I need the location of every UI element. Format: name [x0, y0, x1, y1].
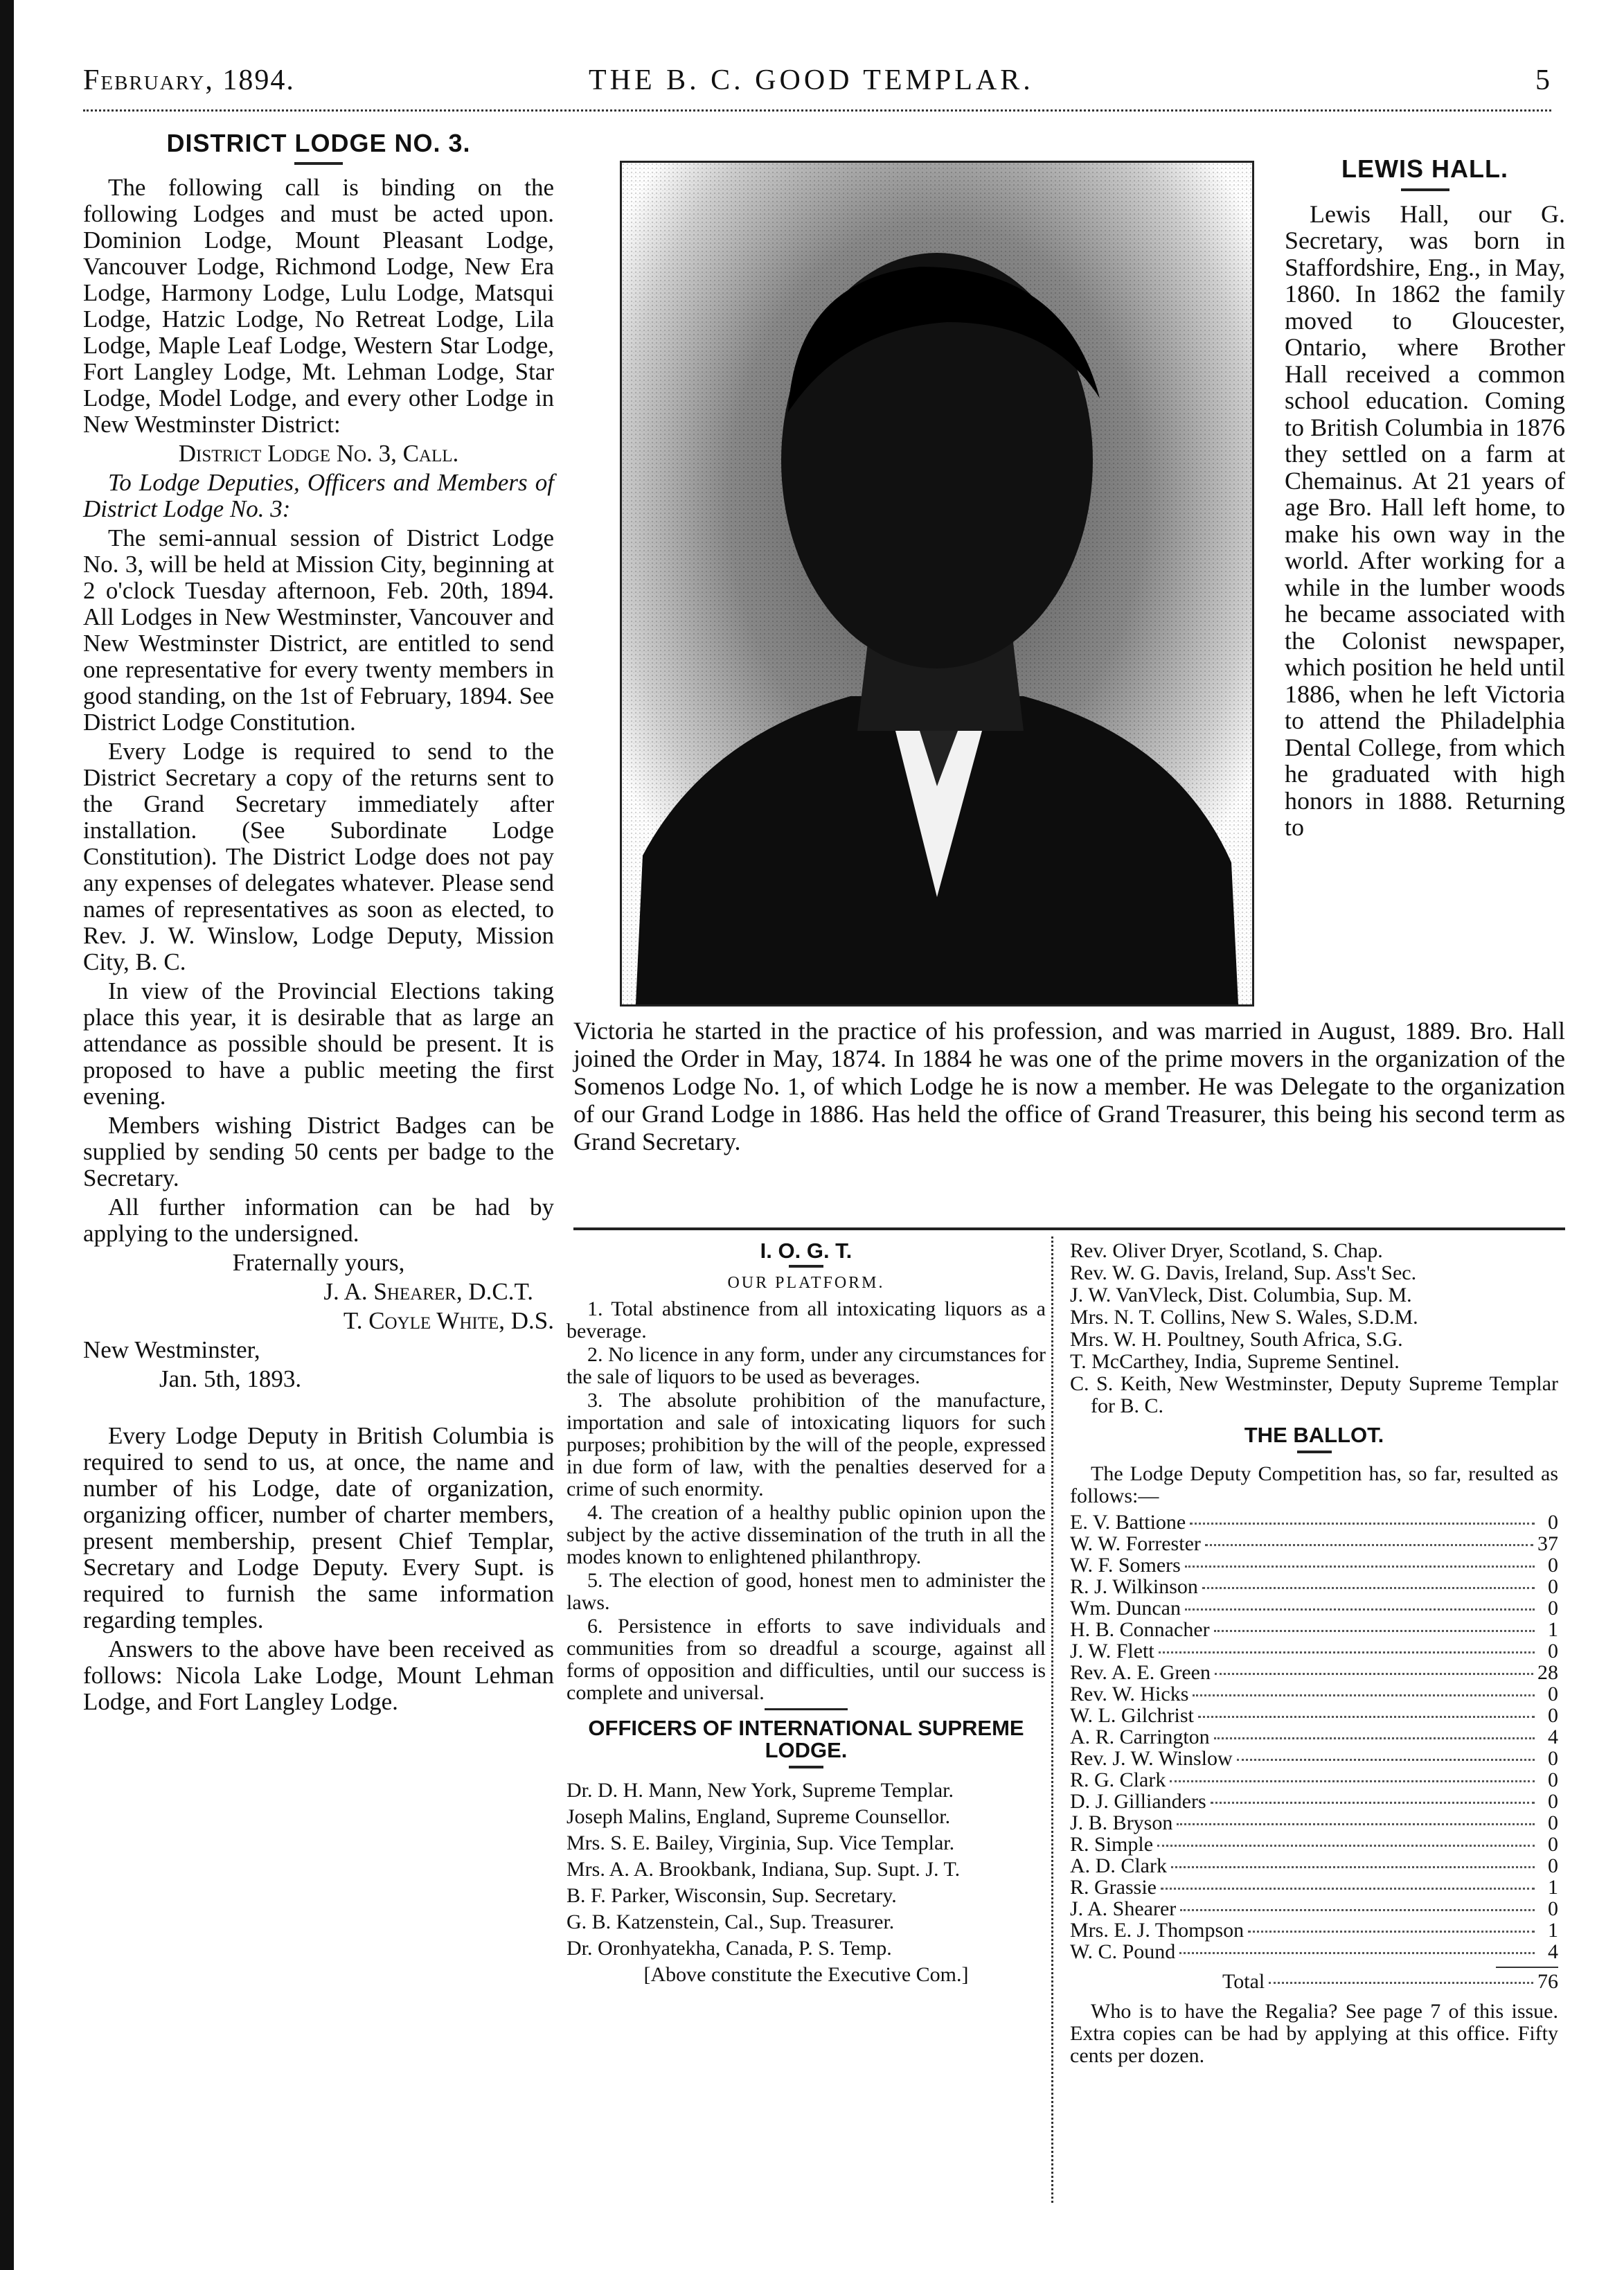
candidate-name: H. B. Connacher	[1070, 1618, 1210, 1641]
portrait-photo	[620, 161, 1254, 1007]
ballot-row	[1070, 1941, 1558, 1962]
leader-dots	[1193, 1694, 1535, 1696]
iogt-platform	[566, 1240, 1046, 1987]
candidate-name: W. F. Somers	[1070, 1554, 1181, 1577]
officer-entry: J. W. VanVleck, Dist. Columbia, Sup. M.	[1070, 1284, 1412, 1306]
signature: T. Coyle White, D.S.	[343, 1307, 554, 1334]
ballot-row	[1070, 1533, 1558, 1554]
vote-count: 0	[1548, 1704, 1558, 1727]
candidate-name: D. J. Gillianders	[1070, 1790, 1206, 1813]
ballot-row	[1070, 1619, 1558, 1640]
leader-dots	[1198, 1716, 1535, 1718]
leader-dots	[1211, 1802, 1535, 1804]
candidate-name: Rev. W. Hicks	[1070, 1683, 1189, 1705]
candidate-name: Rev. J. W. Winslow	[1070, 1747, 1233, 1770]
officer-entry: G. B. Katzenstein, Cal., Sup. Treasurer.	[566, 1910, 895, 1933]
vote-count: 28	[1537, 1661, 1558, 1684]
vote-count: 0	[1548, 1554, 1558, 1577]
ballot-row	[1070, 1855, 1558, 1877]
article-heading: DISTRICT LODGE NO. 3.	[166, 129, 471, 157]
officer-entry: Rev. Oliver Dryer, Scotland, S. Chap.	[1070, 1239, 1383, 1262]
leader-dots	[1157, 1845, 1535, 1847]
salutation: To Lodge Deputies, Officers and Members of District Lodge No. 3:	[83, 469, 554, 522]
vote-count: 0	[1548, 1597, 1558, 1620]
leader-dots	[1248, 1931, 1535, 1933]
officer-entry: Joseph Malins, England, Supreme Counsellor.	[566, 1805, 951, 1828]
lewis-hall-article	[1285, 156, 1565, 844]
paragraph: Answers to the above have been received as follows: Nicola Lake Lodge, Mount Lehman Lodge, and Fort Langley Lodge.	[83, 1635, 554, 1715]
leader-dots	[1180, 1909, 1535, 1911]
executive-note: [Above constitute the Executive Com.]	[643, 1963, 969, 1986]
paragraph: In view of the Provincial Elections taking place this year, it is desirable that as large an attendance as possible should be present. It is proposed to have a public meeting the first evening.	[83, 977, 554, 1110]
ballot-row	[1070, 1812, 1558, 1834]
issue-date: February, 1894.	[83, 64, 295, 96]
regalia-notice: Who is to have the Regalia? See page 7 of this issue. Extra copies can be had by applying at this office. Fifty cents per dozen.	[1070, 2000, 1558, 2067]
officer-entry: B. F. Parker, Wisconsin, Sup. Secretary.	[566, 1884, 897, 1907]
vote-count: 0	[1548, 1854, 1558, 1877]
article-heading: LEWIS HALL.	[1341, 154, 1508, 183]
ballot-row	[1070, 1662, 1558, 1683]
heading-rule	[1297, 1451, 1332, 1453]
vote-count: 0	[1548, 1511, 1558, 1534]
vote-count: 0	[1548, 1811, 1558, 1834]
ballot-row	[1070, 1748, 1558, 1769]
signature: J. A. Shearer, D.C.T.	[323, 1278, 533, 1305]
page-number: 5	[1535, 64, 1551, 96]
vote-count: 0	[1548, 1897, 1558, 1920]
intro-paragraph: The following call is binding on the following Lodges and must be acted upon. Dominion Lodge, Mount Pleasant Lodge, Vancouver Lodge, Richmond Lodge, New Era Lodge, Harmony Lodge, Lulu Lodge, Matsqui Lodge, Hatzic Lodge, No Retreat Lodge, Lila Lodge, Maple Leaf Lodge, Western Star Lodge, Fort Langley Lodge, Mt. Lehman Lodge, Star Lodge, Model Lodge, and every other Lodge in New Westminster District:	[83, 174, 554, 438]
page-header	[83, 64, 1551, 105]
vote-count: 0	[1548, 1640, 1558, 1662]
ballot-row	[1070, 1511, 1558, 1533]
leader-dots	[1159, 1651, 1535, 1653]
leader-dots	[1202, 1587, 1535, 1589]
dateline: Jan. 5th, 1893.	[159, 1365, 302, 1392]
candidate-name: W. W. Forrester	[1070, 1532, 1201, 1555]
platform-item: 3. The absolute prohibition of the manufacture, importation and sale of intoxicating liquors for such purposes; prohibition by the will of the people, expressed in due form of law, with the penalties deserved for a crime of such enormity.	[566, 1389, 1046, 1500]
officer-entry: Mrs. N. T. Collins, New S. Wales, S.D.M.	[1070, 1306, 1418, 1329]
section-heading: I. O. G. T.	[760, 1239, 853, 1263]
candidate-name: Wm. Duncan	[1070, 1597, 1181, 1620]
paragraph: Every Lodge Deputy in British Columbia is required to send to us, at once, the name and number of his Lodge, date of organization, organizing officer, number of charter members, present membership, present Chief Templar, Secretary and Lodge Deputy. Every Supt. is required to furnish the same information regarding temples.	[83, 1422, 554, 1633]
vote-count: 1	[1548, 1919, 1558, 1942]
ballot-row	[1070, 1597, 1558, 1619]
candidate-name: R. Grassie	[1070, 1876, 1157, 1899]
vote-count: 37	[1537, 1532, 1558, 1555]
candidate-name: W. L. Gilchrist	[1070, 1704, 1194, 1727]
total-label: Total	[1222, 1970, 1265, 1993]
closing: Fraternally yours,	[232, 1249, 405, 1276]
leader-dots	[1170, 1780, 1535, 1782]
officer-entry: Dr. Oronhyatekha, Canada, P. S. Temp.	[566, 1937, 892, 1960]
column-separator	[1051, 1236, 1055, 2203]
officer-entry: Dr. D. H. Mann, New York, Supreme Templar.	[566, 1779, 954, 1802]
vote-count: 1	[1548, 1876, 1558, 1899]
vote-count: 1	[1548, 1618, 1558, 1641]
leader-dots	[1179, 1952, 1535, 1954]
leader-dots	[1190, 1523, 1535, 1525]
candidate-name: E. V. Battione	[1070, 1511, 1186, 1534]
ballot-row	[1070, 1898, 1558, 1919]
heading-rule	[789, 1766, 823, 1768]
ballot-row	[1070, 1705, 1558, 1726]
ballot-row	[1070, 1769, 1558, 1791]
paragraph: Members wishing District Badges can be supplied by sending 50 cents per badge to the Secretary.	[83, 1112, 554, 1191]
ballot-row	[1070, 1834, 1558, 1855]
leader-dots	[1269, 1982, 1533, 1984]
paragraph: Every Lodge is required to send to the District Secretary a copy of the returns sent to the Grand Secretary immediately after installation. (See Subordinate Lodge Constitution). The District Lodge does not pay any expenses of delegates whatever. Please send names of representatives as soon as elected, to Rev. J. W. Winslow, Lodge Deputy, Mission City, B. C.	[83, 738, 554, 975]
ballot-row	[1070, 1683, 1558, 1705]
divider	[765, 1708, 848, 1710]
ballot-heading: THE BALLOT.	[1244, 1423, 1384, 1447]
ballot-column	[1070, 1240, 1558, 2067]
ballot-row	[1070, 1726, 1558, 1748]
heading-rule	[1401, 188, 1449, 191]
candidate-name: Mrs. E. J. Thompson	[1070, 1919, 1244, 1942]
leader-dots	[1177, 1823, 1535, 1825]
candidate-name: Rev. A. E. Green	[1070, 1661, 1211, 1684]
subheading: OUR PLATFORM.	[727, 1274, 885, 1292]
vote-count: 0	[1548, 1790, 1558, 1813]
candidate-name: A. D. Clark	[1070, 1854, 1167, 1877]
vote-count: 0	[1548, 1833, 1558, 1856]
vote-count: 0	[1548, 1683, 1558, 1705]
officer-entry: Mrs. A. A. Brookbank, Indiana, Sup. Supt. J. T.	[566, 1858, 961, 1881]
candidate-name: R. J. Wilkinson	[1070, 1575, 1198, 1598]
ballot-row	[1070, 1640, 1558, 1662]
candidate-name: J. B. Bryson	[1070, 1811, 1173, 1834]
ballot-row	[1070, 1554, 1558, 1576]
leader-dots	[1205, 1544, 1533, 1546]
platform-item: 5. The election of good, honest men to administer the laws.	[566, 1569, 1046, 1614]
total-value: 76	[1537, 1970, 1558, 1993]
scan-edge	[0, 0, 14, 2270]
platform-item: 2. No licence in any form, under any circumstances for the sale of liquors to be used as beverages.	[566, 1343, 1046, 1388]
candidate-name: R. G. Clark	[1070, 1768, 1166, 1791]
candidate-name: R. Simple	[1070, 1833, 1154, 1856]
heading-rule	[294, 162, 343, 165]
bio-paragraph: Victoria he started in the practice of his profession, and was married in August, 1889. Bro. Hall joined the Order in May, 1874. In 1884 he was one of the prime movers in the organization of the Somenos Lodge No. 1, of which Lodge he is now a member. He was Delegate to the organization of our Grand Lodge in 1886. Has held the office of Grand Treasurer, this being his second term as Grand Secretary.	[573, 1017, 1565, 1155]
candidate-name: A. R. Carrington	[1070, 1726, 1210, 1748]
ballot-row	[1070, 1791, 1558, 1812]
district-lodge-article	[83, 130, 554, 1718]
portrait-engraving	[622, 163, 1252, 1004]
officers-heading: OFFICERS OF INTERNATIONAL SUPREME LODGE.	[588, 1716, 1024, 1762]
leader-dots	[1215, 1673, 1533, 1675]
candidate-name: J. A. Shearer	[1070, 1897, 1177, 1920]
header-rule	[83, 109, 1551, 114]
ballot-row	[1070, 1576, 1558, 1597]
platform-item: 1. Total abstinence from all intoxicating liquors as a beverage.	[566, 1297, 1046, 1342]
vote-count: 0	[1548, 1747, 1558, 1770]
officer-entry: C. S. Keith, New Westminster, Deputy Supreme Templar for B. C.	[1070, 1372, 1558, 1417]
total-rule	[1496, 1967, 1558, 1968]
leader-dots	[1237, 1759, 1535, 1761]
bio-paragraph: Lewis Hall, our G. Secretary, was born in Staffordshire, Eng., in May, 1860. In 1862 the family moved to Gloucester, Ontario, where Brother Hall received a common school education. Coming to British Columbia in 1876 they settled on a farm at Chemainus. At 21 years of age Bro. Hall left home, to make his own way in the world. After working for a while in the lumber woods he became associated with the Colonist newspaper, which position he held until 1886, when he left Victoria to attend the Philadelphia Dental College, from which he graduated with high honors in 1888. Returning to	[1285, 199, 1565, 841]
paragraph: All further information can be had by applying to the undersigned.	[83, 1194, 554, 1247]
ballot-row	[1070, 1919, 1558, 1941]
candidate-name: W. C. Pound	[1070, 1940, 1176, 1963]
candidate-name: J. W. Flett	[1070, 1640, 1154, 1662]
leader-dots	[1214, 1630, 1535, 1632]
call-title: District Lodge No. 3, Call.	[178, 440, 459, 467]
ballot-intro: The Lodge Deputy Competition has, so far, resulted as follows:—	[1070, 1462, 1558, 1507]
ballot-list	[1070, 1511, 1558, 1962]
leader-dots	[1185, 1608, 1535, 1611]
officer-entry: T. McCarthey, India, Supreme Sentinel.	[1070, 1350, 1400, 1373]
platform-item: 4. The creation of a healthy public opinion upon the subject by the active dissemination of the truth in all the modes known to enlightened philanthropy.	[566, 1501, 1046, 1568]
leader-dots	[1185, 1566, 1535, 1568]
leader-dots	[1161, 1888, 1535, 1890]
officer-entry: Mrs. W. H. Poultney, South Africa, S.G.	[1070, 1328, 1403, 1351]
heading-rule	[789, 1265, 823, 1268]
officer-entry: Rev. W. G. Davis, Ireland, Sup. Ass't Sec.	[1070, 1261, 1417, 1284]
ballot-total	[1070, 1971, 1558, 1992]
place: New Westminster,	[83, 1336, 260, 1363]
leader-dots	[1171, 1866, 1535, 1868]
vote-count: 4	[1548, 1726, 1558, 1748]
paragraph: The semi-annual session of District Lodge No. 3, will be held at Mission City, beginning at 2 o'clock Tuesday afternoon, Feb. 20th, 1894. All Lodges in New Westminster, Vancouver and New Westminster District, are entitled to send one representative for every twenty members in good standing, on the 1st of February, 1894. See District Lodge Constitution.	[83, 524, 554, 736]
officer-entry: Mrs. S. E. Bailey, Virginia, Sup. Vice Templar.	[566, 1832, 955, 1854]
lewis-hall-continued	[573, 1017, 1565, 1158]
section-rule	[573, 1227, 1565, 1230]
platform-item: 6. Persistence in efforts to save individuals and communities from so dreadful a scourge, against all forms of opposition and difficulties, until our success is complete and universal.	[566, 1615, 1046, 1704]
vote-count: 0	[1548, 1768, 1558, 1791]
vote-count: 4	[1548, 1940, 1558, 1963]
newspaper-title: THE B. C. GOOD TEMPLAR.	[589, 64, 1034, 96]
leader-dots	[1214, 1737, 1535, 1739]
ballot-row	[1070, 1877, 1558, 1898]
vote-count: 0	[1548, 1575, 1558, 1598]
